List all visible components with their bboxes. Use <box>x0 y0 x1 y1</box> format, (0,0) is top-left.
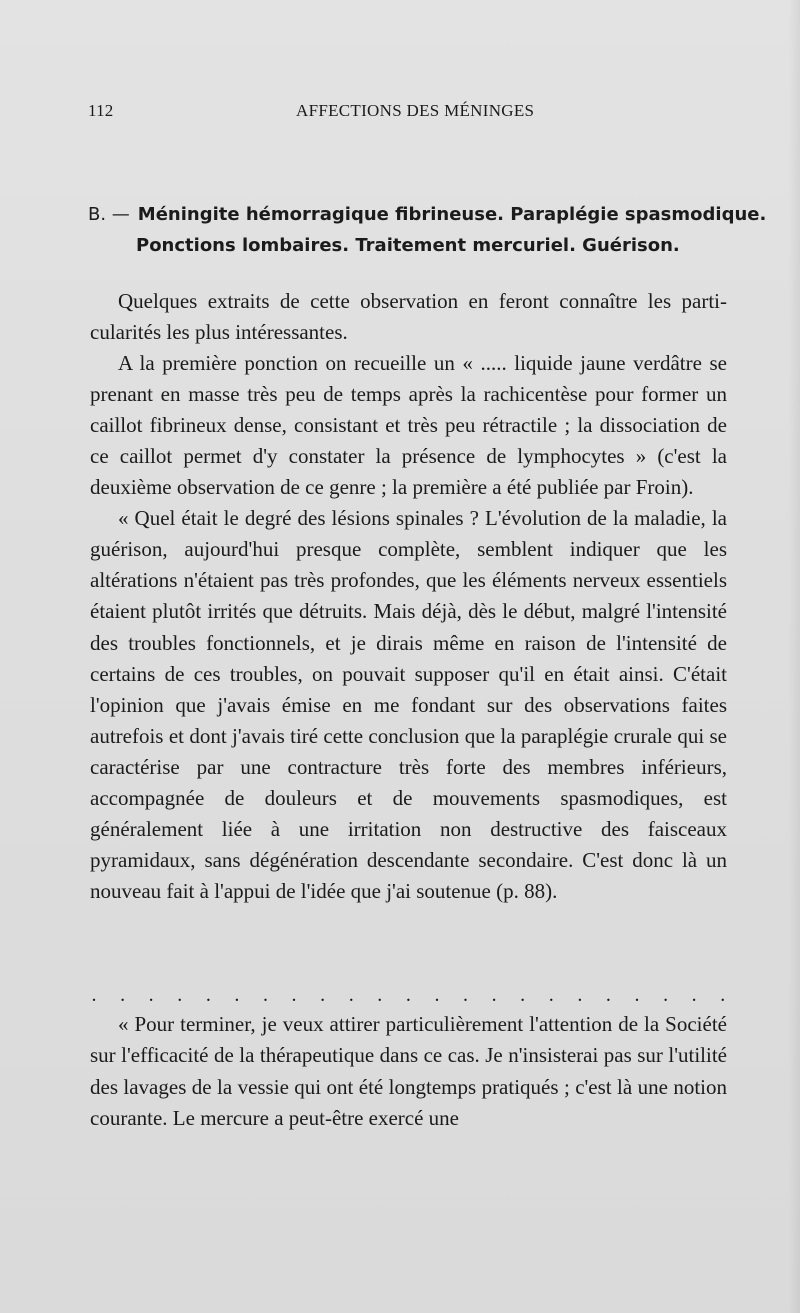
ellipsis-dot: . <box>720 984 726 1006</box>
paragraph-2: A la première ponction on recueille un « ..... liquide jaune verdâtre se prenant en masse très peu de temps après la rachicentèse pour former un caillot fibrineux dense, consistant et très peu rétractile ; la dissociation de ce caillot permet d'y constater la présence de lymphocytes » (c'est la deuxième observation de ce genre ; la première a été publiée par Froin). <box>90 351 727 500</box>
page-edge-shadow <box>788 0 800 1313</box>
ellipsis-dot: . <box>691 984 697 1006</box>
ellipsis-dot: . <box>91 984 97 1006</box>
paragraph-4: « Pour terminer, je veux attirer particulièrement l'attention de la Société sur l'efficacité de la thérapeutique dans ce cas. Je n'insisterai pas sur l'utilité des lavages de la vessie qui ont été longtemps pratiqués ; c'est là une notion courante. Le mercure a peut-être exercé une <box>90 1012 727 1130</box>
ellipsis-dot: . <box>634 984 640 1006</box>
section-heading-line-2: Ponctions lombaires. Traitement mercuriel. Guérison. <box>136 235 680 256</box>
ellipsis-dot: . <box>548 984 554 1006</box>
ellipsis-dot: . <box>148 984 154 1006</box>
ellipsis-dot: . <box>520 984 526 1006</box>
ellipsis-dot: . <box>120 984 126 1006</box>
ellipsis-dot: . <box>234 984 240 1006</box>
ellipsis-dot: . <box>434 984 440 1006</box>
final-paragraph-block <box>90 1009 727 1134</box>
ellipsis-dot: . <box>663 984 669 1006</box>
ellipsis-separator <box>90 985 727 1005</box>
ellipsis-dot: . <box>348 984 354 1006</box>
section-heading <box>88 199 767 261</box>
ellipsis-dot: . <box>320 984 326 1006</box>
page-number: 112 <box>88 101 114 120</box>
section-marker: B. — <box>88 204 130 225</box>
body-text <box>90 286 727 907</box>
ellipsis-dot: . <box>605 984 611 1006</box>
ellipsis-dot: . <box>405 984 411 1006</box>
ellipsis-dot: . <box>577 984 583 1006</box>
ellipsis-dot: . <box>463 984 469 1006</box>
section-heading-line-1 <box>88 199 767 230</box>
running-header <box>88 101 728 125</box>
ellipsis-dot: . <box>205 984 211 1006</box>
ellipsis-dot: . <box>291 984 297 1006</box>
paragraph-3: « Quel était le degré des lésions spinales ? L'évolution de la maladie, la guérison, aujourd'hui presque complète, semblent indiquer que les altérations n'étaient pas très profondes, que les éléments nerveux essentiels étaient plutôt irrités que détruits. Mais déjà, dès le début, malgré l'intensité des troubles fonctionnels, et je dirais même en raison de l'intensité de certains de ces troubles, on pouvait supposer qu'il en était ainsi. C'était l'opinion que j'avais émise en me fondant sur des observations faites autrefois et dont j'avais tiré cette conclusion que la paraplégie crurale qui se caractérise par une contracture très forte des membres inférieurs, accompagnée de douleurs et de mouvements spasmodiques, est généralement liée à une irritation non destructive des faisceaux pyramidaux, sans dégénération descendante secondaire. C'est donc là un nouveau fait à l'appui de l'idée que j'ai soutenue (p. 88). <box>90 506 727 903</box>
section-heading-text-1: Méningite hémorragique fibrineuse. Paraplégie spasmodique. <box>137 204 767 225</box>
running-title: AFFECTIONS DES MÉNINGES <box>296 101 535 120</box>
ellipsis-dot: . <box>491 984 497 1006</box>
ellipsis-dot: . <box>377 984 383 1006</box>
paragraph-1: Quelques extraits de cette observation en feront connaître les particularités les plus intéressantes. <box>90 289 727 345</box>
ellipsis-dot: . <box>262 984 268 1006</box>
ellipsis-dot: . <box>177 984 183 1006</box>
